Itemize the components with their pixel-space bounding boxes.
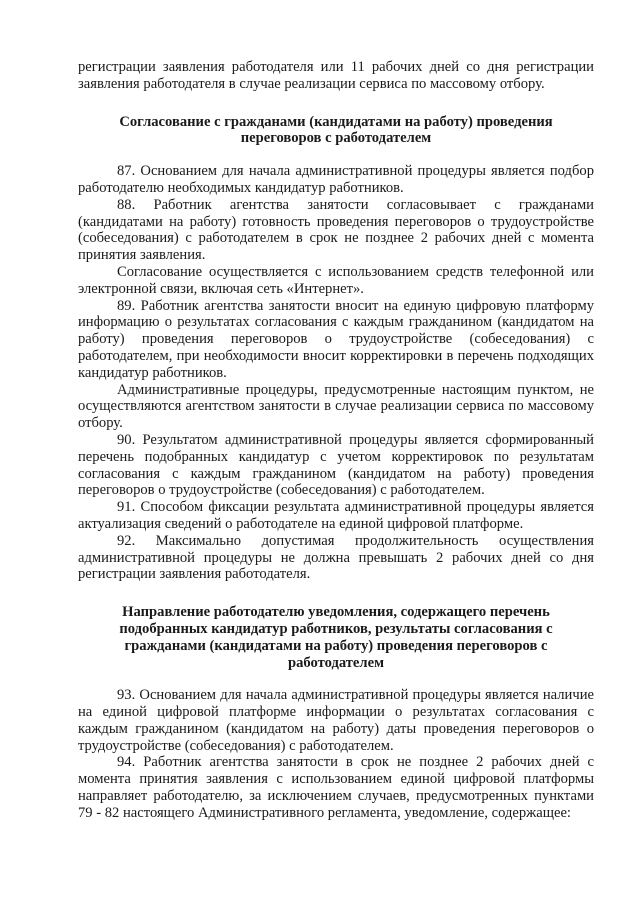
paragraph-88-consent-method: Согласование осуществляется с использованием средств телефонной или электронной связи, включая сеть «Интернет».	[78, 263, 594, 297]
document-content	[78, 59, 594, 822]
section-heading-consent: Согласование с гражданами (кандидатами на работу) проведения переговоров с работодателем	[119, 113, 553, 147]
paragraph-94: 94. Работник агентства занятости в срок не позднее 2 рабочих дней с момента принятия заявления с использованием единой цифровой платформы направляет работодателю, за исключением случаев, предусмотренных пунктами 79 - 82 настоящего Административного регламента, уведомление, содержащее:	[78, 754, 594, 821]
intro-paragraph: регистрации заявления работодателя или 11 рабочих дней со дня регистрации заявления работодателя в случае реализации сервиса по массовому отбору.	[78, 59, 594, 92]
paragraph-93: 93. Основанием для начала административной процедуры является наличие на единой цифровой платформе информации о результатах согласования с каждым гражданином (кандидатом на работу) даты проведения переговоров о трудоустройстве (собеседования) с работодателем.	[78, 687, 594, 754]
paragraph-87: 87. Основанием для начала административной процедуры является подбор работодателю необходимых кандидатур работников.	[78, 163, 594, 196]
paragraph-91: 91. Способом фиксации результата административной процедуры является актуализация сведений о работодателе на единой цифровой платформе.	[78, 499, 594, 532]
spacer	[78, 671, 594, 687]
spacer	[78, 583, 594, 604]
paragraph-89: 89. Работник агентства занятости вносит на единую цифровую платформу информацию о результатах согласования с каждым гражданином (кандидатом на работу) проведения переговоров о трудоустройстве (собеседования) с работодателем, при необходимости вносит корректировки в перечень подходящих кандидатур работников.	[78, 297, 594, 381]
paragraph-89-exception: Административные процедуры, предусмотренные настоящим пунктом, не осуществляются агентством занятости в случае реализации сервиса по массовому отбору.	[78, 381, 594, 432]
section-heading-notification: Направление работодателю уведомления, содержащего перечень подобранных кандидатур работников, результаты согласования с гражданами (кандидатами на работу) проведения переговоров с работодателем	[119, 604, 553, 671]
spacer	[78, 93, 594, 114]
paragraph-92: 92. Максимально допустимая продолжительность осуществления административной процедуры не должна превышать 2 рабочих дней со дня регистрации заявления работодателя.	[78, 532, 594, 583]
spacer	[78, 147, 594, 163]
paragraph-90: 90. Результатом административной процедуры является сформированный перечень подобранных кандидатур с учетом корректировок по результатам согласования с каждым гражданином (кандидатом на работу) проведения переговоров о трудоустройстве (собеседования) с работодателем.	[78, 431, 594, 499]
paragraph-88: 88. Работник агентства занятости согласовывает с гражданами (кандидатами на работу) готовность проведения переговоров о трудоустройстве (собеседования) с работодателем в срок не позднее 2 рабочих дней с момента принятия заявления.	[78, 196, 594, 264]
